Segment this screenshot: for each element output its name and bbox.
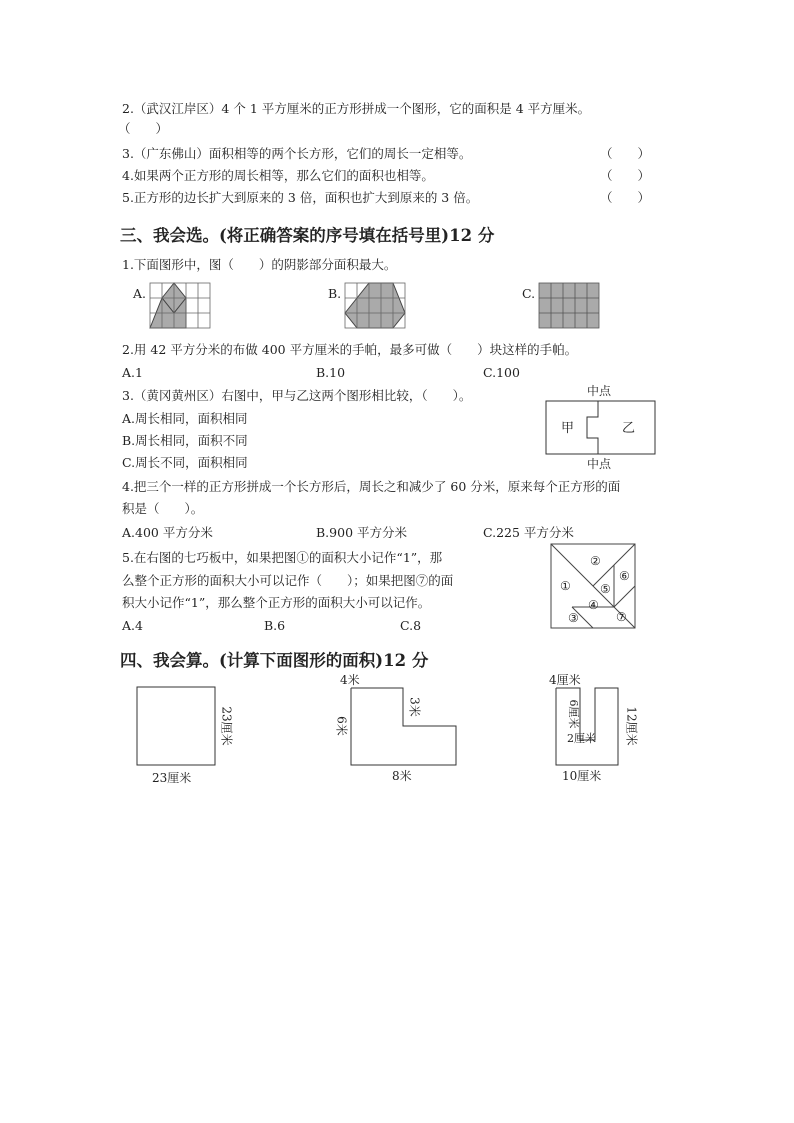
tangram-piece-3-label: ③ <box>568 611 579 625</box>
mc-question-5-line-1: 5.在右图的七巧板中，如果把图①的面积大小记作“1”，那 <box>122 550 443 565</box>
u-shape-figure <box>545 670 655 786</box>
tangram-piece-2-label: ② <box>590 554 601 568</box>
mc-question-2: 2.用 42 平方分米的布做 400 平方厘米的手帕，最多可做（ ）块这样的手帕。 <box>122 342 578 357</box>
tangram-piece-1-label: ① <box>560 579 571 593</box>
option-b[interactable]: B.900 平方分米 <box>316 525 407 540</box>
option-b[interactable]: B.6 <box>264 618 286 633</box>
option-label-b: B. <box>328 286 342 301</box>
mc-question-4-line-1: 4.把三个一样的正方形拼成一个长方形后，周长之和减少了 60 分米，原来每个正方形的面 <box>122 479 621 494</box>
region-jia-label: 甲 <box>561 421 575 436</box>
answer-paren[interactable]: （ ） <box>118 121 169 136</box>
l-shape-figure <box>330 670 470 786</box>
answer-paren[interactable]: （ ） <box>600 168 651 183</box>
mc-question-5-line-3: 积大小记作“1”，那么整个正方形的面积大小可以记作。 <box>122 595 431 610</box>
rectangle-split-figure <box>545 382 657 472</box>
midpoint-label-top: 中点 <box>587 384 612 398</box>
option-b[interactable]: B.周长相同，面积不同 <box>122 433 248 448</box>
answer-paren[interactable]: （ ） <box>600 190 651 205</box>
l-shape-top-label: 4米 <box>340 673 360 687</box>
option-c[interactable]: C.225 平方分米 <box>483 525 574 540</box>
square-bottom-label: 23厘米 <box>152 771 192 785</box>
tangram-piece-6-label: ⑥ <box>619 569 630 583</box>
square-side-label: 23厘米 <box>219 706 234 746</box>
option-a[interactable]: A.1 <box>122 365 143 380</box>
square-figure <box>130 683 240 787</box>
u-shape-inner-height-label: 6厘米 <box>567 699 580 729</box>
tangram-piece-5-label: ⑤ <box>600 582 611 596</box>
tangram-figure <box>550 543 638 629</box>
midpoint-label-bottom: 中点 <box>587 457 612 471</box>
option-a[interactable]: A.周长相同，面积相同 <box>122 411 248 426</box>
option-b[interactable]: B.10 <box>316 365 346 380</box>
l-shape-left-label: 6米 <box>334 716 349 736</box>
option-c[interactable]: C.周长不同，面积相同 <box>122 455 248 470</box>
grid-figure-a <box>150 283 212 329</box>
tangram-piece-4-label: ④ <box>588 598 599 612</box>
tf-question-3: 3.（广东佛山）面积相等的两个长方形，它们的周长一定相等。 <box>122 146 472 161</box>
mc-question-5-line-2: 么整个正方形的面积大小可以记作（ ）；如果把图⑦的面 <box>122 573 454 588</box>
option-c[interactable]: C.100 <box>483 365 520 380</box>
option-label-c: C. <box>522 286 536 301</box>
u-shape-top-label: 4厘米 <box>549 673 581 687</box>
u-shape-right-label: 12厘米 <box>624 706 639 746</box>
u-shape-bottom-label: 10厘米 <box>562 769 602 783</box>
tf-question-5: 5.正方形的边长扩大到原来的 3 倍，面积也扩大到原来的 3 倍。 <box>122 190 479 205</box>
tangram-piece-7-label: ⑦ <box>616 610 627 624</box>
l-shape-inner-label: 3米 <box>407 697 422 717</box>
section-3-heading: 三、我会选。(将正确答案的序号填在括号里)12 分 <box>120 226 495 245</box>
tf-question-2: 2.（武汉江岸区）4 个 1 平方厘米的正方形拼成一个图形，它的面积是 4 平方厘米。 <box>122 101 591 116</box>
mc-question-3: 3.（黄冈黄州区）右图中，甲与乙这两个图形相比较，（ ）。 <box>122 388 472 403</box>
tf-question-4: 4.如果两个正方形的周长相等，那么它们的面积也相等。 <box>122 168 434 183</box>
section-4-heading: 四、我会算。(计算下面图形的面积)12 分 <box>120 651 429 670</box>
option-c[interactable]: C.8 <box>400 618 422 633</box>
answer-paren[interactable]: （ ） <box>600 146 651 161</box>
option-label-a: A. <box>133 286 147 301</box>
mc-question-1: 1.下面图形中，图（ ）的阴影部分面积最大。 <box>122 257 397 272</box>
grid-figure-c <box>539 283 601 329</box>
l-shape-bottom-label: 8米 <box>392 769 412 783</box>
option-a[interactable]: A.400 平方分米 <box>122 525 213 540</box>
grid-figure-b <box>345 283 407 329</box>
mc-question-4-line-2: 积是（ ）。 <box>122 501 204 516</box>
u-shape-inner-width-label: 2厘米 <box>567 732 596 745</box>
option-a[interactable]: A.4 <box>122 618 143 633</box>
region-yi-label: 乙 <box>622 421 636 436</box>
